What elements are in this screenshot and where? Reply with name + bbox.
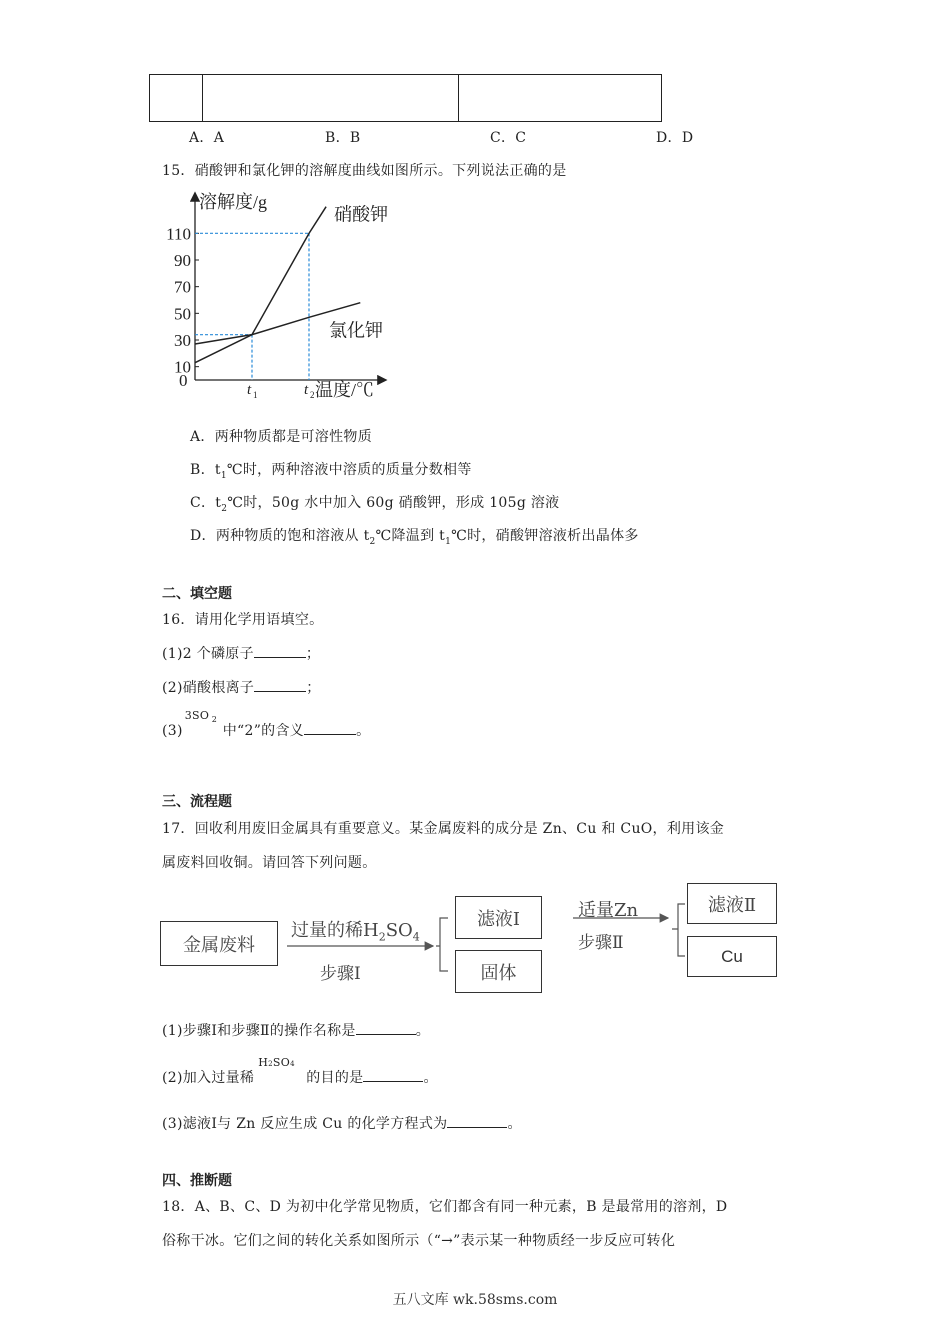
flow-box-metal-waste: 金属废料 xyxy=(160,921,278,966)
subscript: 1 xyxy=(220,470,227,481)
q16-part-2-text: (2)硝酸根离子 xyxy=(162,680,255,696)
q17-part-2 xyxy=(162,1056,438,1087)
q17-part-2-post: 的目的是 xyxy=(306,1070,364,1086)
flow-bracket-1 xyxy=(436,918,448,971)
section-4-title: 四、推断题 xyxy=(162,1173,232,1189)
formula-so: SO xyxy=(272,1056,291,1069)
flow-step-2-label: 步骤Ⅱ xyxy=(578,933,624,953)
q16-part-3 xyxy=(162,709,371,740)
formula-sub: 4 xyxy=(290,1060,295,1068)
footer-watermark: 五八文库 wk.58sms.com xyxy=(392,1292,558,1308)
y-tick-label: 30 xyxy=(174,331,191,350)
series-label-kno3: 硝酸钾 xyxy=(334,204,389,225)
q15-option-d-pre: D．两种物质的饱和溶液从 t xyxy=(190,528,370,544)
q17-part-1 xyxy=(162,1020,430,1040)
q18-stem-line-2: 俗称干冰。它们之间的转化关系如图所示（“→”表示某一种物质经一步反应可转化 xyxy=(162,1233,676,1249)
label-text: SO xyxy=(385,920,413,941)
q15-option-d-mid: ℃降温到 t xyxy=(375,528,446,544)
formula-3so2 xyxy=(183,709,223,735)
answer-blank[interactable] xyxy=(356,1022,416,1035)
flow-arrow-1-label xyxy=(291,916,420,944)
punct: 。 xyxy=(356,723,371,739)
section-3-title: 三、流程题 xyxy=(162,794,232,810)
y-tick-label: 10 xyxy=(174,357,191,377)
q17-part-3-text: (3)滤液Ⅰ与 Zn 反应生成 Cu 的化学方程式为 xyxy=(162,1116,448,1132)
formula-sub: 2 xyxy=(268,1060,273,1068)
q16-part-2 xyxy=(162,677,321,697)
flow-arrow-2-label: 适量Zn xyxy=(578,900,639,921)
flow-box-solid: 固体 xyxy=(455,950,542,993)
punct: 。 xyxy=(415,1023,430,1039)
answer-blank[interactable] xyxy=(447,1115,507,1128)
flow-box-filtrate-1: 滤液Ⅰ xyxy=(455,896,542,939)
q15-option-b xyxy=(190,459,472,481)
punct: 。 xyxy=(507,1116,522,1132)
q14-option-c: C．C xyxy=(490,130,527,146)
formula-h2so4 xyxy=(254,1056,306,1082)
q17-stem-line-1: 17．回收利用废旧金属具有重要意义。某金属废料的成分是 Zn、Cu 和 CuO，利用该金 xyxy=(162,821,725,837)
q15-option-c xyxy=(190,492,559,514)
formula-sub: 2 xyxy=(211,715,218,724)
q15-option-b-pre: B．t xyxy=(190,462,221,478)
series-line-kno3 xyxy=(195,207,326,363)
flow-box-filtrate-2: 滤液Ⅱ xyxy=(687,883,777,924)
subscript: 1 xyxy=(445,536,452,547)
y-tick-label: 50 xyxy=(174,304,191,324)
formula-h: H xyxy=(258,1056,269,1069)
q15-option-b-post: ℃时，两种溶液中溶质的质量分数相等 xyxy=(226,462,472,478)
subscript: 2 xyxy=(378,930,386,944)
q17-part-1-text: (1)步骤Ⅰ和步骤Ⅱ的操作名称是 xyxy=(162,1023,356,1039)
q14-option-d: D．D xyxy=(656,130,694,146)
series-label-kcl: 氯化钾 xyxy=(329,320,383,341)
q17-part-2-text: (2)加入过量稀 xyxy=(162,1070,255,1086)
table-divider xyxy=(202,75,203,121)
answer-blank[interactable] xyxy=(254,645,306,658)
answer-blank[interactable] xyxy=(363,1069,423,1082)
table-divider xyxy=(458,75,459,121)
flow-box-cu: Cu xyxy=(687,936,777,977)
q16-part-3-post: 中“2”的含义 xyxy=(222,723,305,739)
flow-bracket-2 xyxy=(672,904,685,956)
y-tick-label: 70 xyxy=(174,277,191,297)
solubility-chart xyxy=(160,188,400,403)
x-tick-subscript: 1 xyxy=(253,390,258,400)
y-axis-label: 溶解度/g xyxy=(199,192,268,212)
q15-option-c-pre: C．t xyxy=(190,495,222,511)
x-tick-label: t xyxy=(304,382,309,398)
q15-option-d xyxy=(190,525,639,547)
section-2-title: 二、填空题 xyxy=(162,586,232,602)
x-axis-label: 温度/℃ xyxy=(315,380,375,400)
formula-text: 3SO xyxy=(184,709,210,722)
punct: ； xyxy=(305,646,321,662)
origin-label: 0 xyxy=(179,371,188,390)
q15-stem: 15．硝酸钾和氯化钾的溶解度曲线如图所示。下列说法正确的是 xyxy=(162,163,567,179)
q14-option-b: B．B xyxy=(325,130,361,146)
answer-table xyxy=(149,74,662,122)
x-tick-subscript: 2 xyxy=(310,390,315,400)
q16-part-1-text: (1)2 个磷原子 xyxy=(162,646,254,662)
y-tick-label: 110 xyxy=(166,224,191,244)
q14-option-a: A．A xyxy=(189,130,225,146)
q15-option-d-post: ℃时，硝酸钾溶液析出晶体多 xyxy=(451,528,639,544)
q16-stem: 16．请用化学用语填空。 xyxy=(162,612,324,628)
subscript: 2 xyxy=(221,503,228,514)
y-tick-label: 90 xyxy=(174,251,191,270)
q15-option-a: A．两种物质都是可溶性物质 xyxy=(190,429,373,445)
flow-step-1-label: 步骤Ⅰ xyxy=(320,964,361,984)
x-tick-label: t xyxy=(247,382,252,398)
subscript: 2 xyxy=(369,536,376,547)
q15-option-c-post: ℃时，50g 水中加入 60g 硝酸钾，形成 105g 溶液 xyxy=(227,495,560,511)
q17-part-3 xyxy=(162,1113,522,1133)
punct: ； xyxy=(306,680,321,696)
formula-text xyxy=(258,1056,295,1069)
label-text: 过量的稀H xyxy=(291,920,379,941)
q16-part-3-text: (3) xyxy=(162,723,183,739)
q16-part-1 xyxy=(162,643,320,663)
punct: 。 xyxy=(423,1070,438,1086)
subscript: 4 xyxy=(412,930,420,944)
q18-stem-line-1: 18．A、B、C、D 为初中化学常见物质，它们都含有同一种元素，B 是最常用的溶剂，D xyxy=(162,1199,728,1215)
q17-stem-line-2: 属废料回收铜。请回答下列问题。 xyxy=(162,855,377,871)
answer-blank[interactable] xyxy=(304,722,356,735)
answer-blank[interactable] xyxy=(254,679,306,692)
